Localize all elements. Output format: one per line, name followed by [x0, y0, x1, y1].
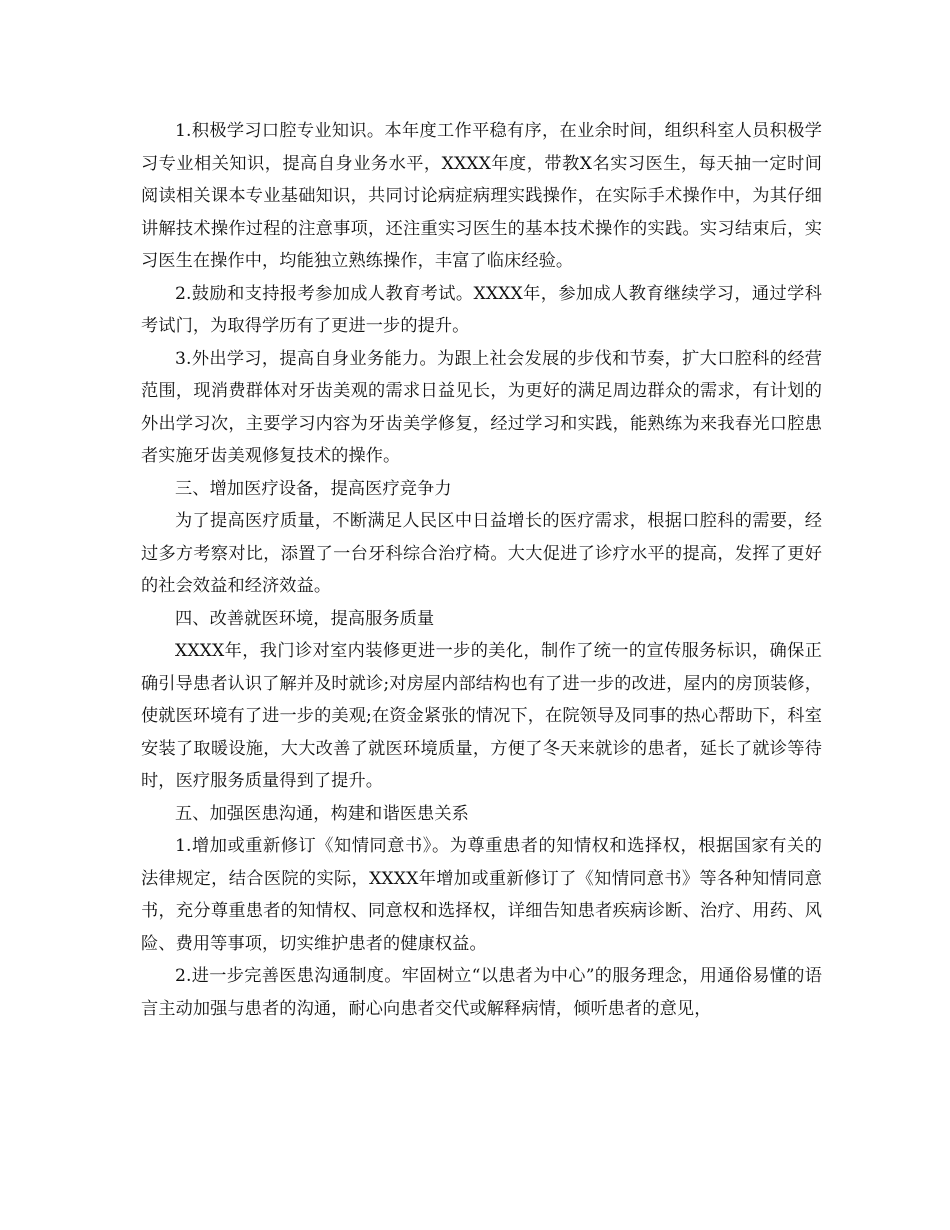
paragraph-external-study: 3.外出学习，提高自身业务能力。为跟上社会发展的步伐和节奏，扩大口腔科的经营范围，现消费群体对牙齿美观的需求日益见长，为更好的满足周边群众的需求，有计划的外出学习次，主要学习内容为牙齿美学修复，经过学习和实践，能熟练为来我春光口腔患者实施牙齿美观修复技术的操作。	[141, 348, 822, 466]
paragraph-medical-equipment: 为了提高医疗质量，不断满足人民区中日益增长的医疗需求，根据口腔科的需要，经过多方考察对比，添置了一台牙科综合治疗椅。大大促进了诊疗水平的提高，发挥了更好的社会效益和经济效益。	[141, 511, 822, 596]
document-body	[141, 115, 822, 1025]
section-heading-communication: 五、加强医患沟通，构建和谐医患关系	[175, 803, 469, 824]
paragraph-environment: XXXX年，我门诊对室内装修更进一步的美化，制作了统一的宣传服务标识，确保正确引导患者认识了解并及时就诊;对房屋内部结构也有了进一步的改进，屋内的房顶装修，使就医环境有了进一步的美观;在资金紧张的情况下，在院领导及同事的热心帮助下，科室安装了取暖设施，大大改善了就医环境质量，方便了冬天来就诊的患者，延长了就诊等待时，医疗服务质量得到了提升。	[141, 641, 822, 791]
paragraph-communication-system: 2.进一步完善医患沟通制度。牢固树立“以患者为中心”的服务理念，用通俗易懂的语言主动加强与患者的沟通，耐心向患者交代或解释病情，倾听患者的意见，	[141, 966, 823, 1019]
paragraph-adult-education: 2.鼓励和支持报考参加成人教育考试。XXXX年，参加成人教育继续学习，通过学科考试门，为取得学历有了更进一步的提升。	[141, 283, 822, 336]
section-heading-medical-equipment: 三、增加医疗设备，提高医疗竞争力	[175, 478, 452, 499]
paragraph-informed-consent: 1.增加或重新修订《知情同意书》。为尊重患者的知情权和选择权，根据国家有关的法律规定，结合医院的实际，XXXX年增加或重新修订了《知情同意书》等各种知情同意书，充分尊重患者的知情权、同意权和选择权，详细告知患者疾病诊断、治疗、用药、风险、费用等事项，切实维护患者的健康权益。	[141, 836, 822, 954]
section-heading-environment: 四、改善就医环境，提高服务质量	[175, 608, 435, 629]
paragraph-dental-study: 1.积极学习口腔专业知识。本年度工作平稳有序，在业余时间，组织科室人员积极学习专业相关知识，提高自身业务水平，XXXX年度，带教X名实习医生，每天抽一定时间阅读相关课本专业基础知识，共同讨论病症病理实践操作，在实际手术操作中，为其仔细讲解技术操作过程的注意事项，还注重实习医生的基本技术操作的实践。实习结束后，实习医生在操作中，均能独立熟练操作，丰富了临床经验。	[141, 121, 822, 271]
